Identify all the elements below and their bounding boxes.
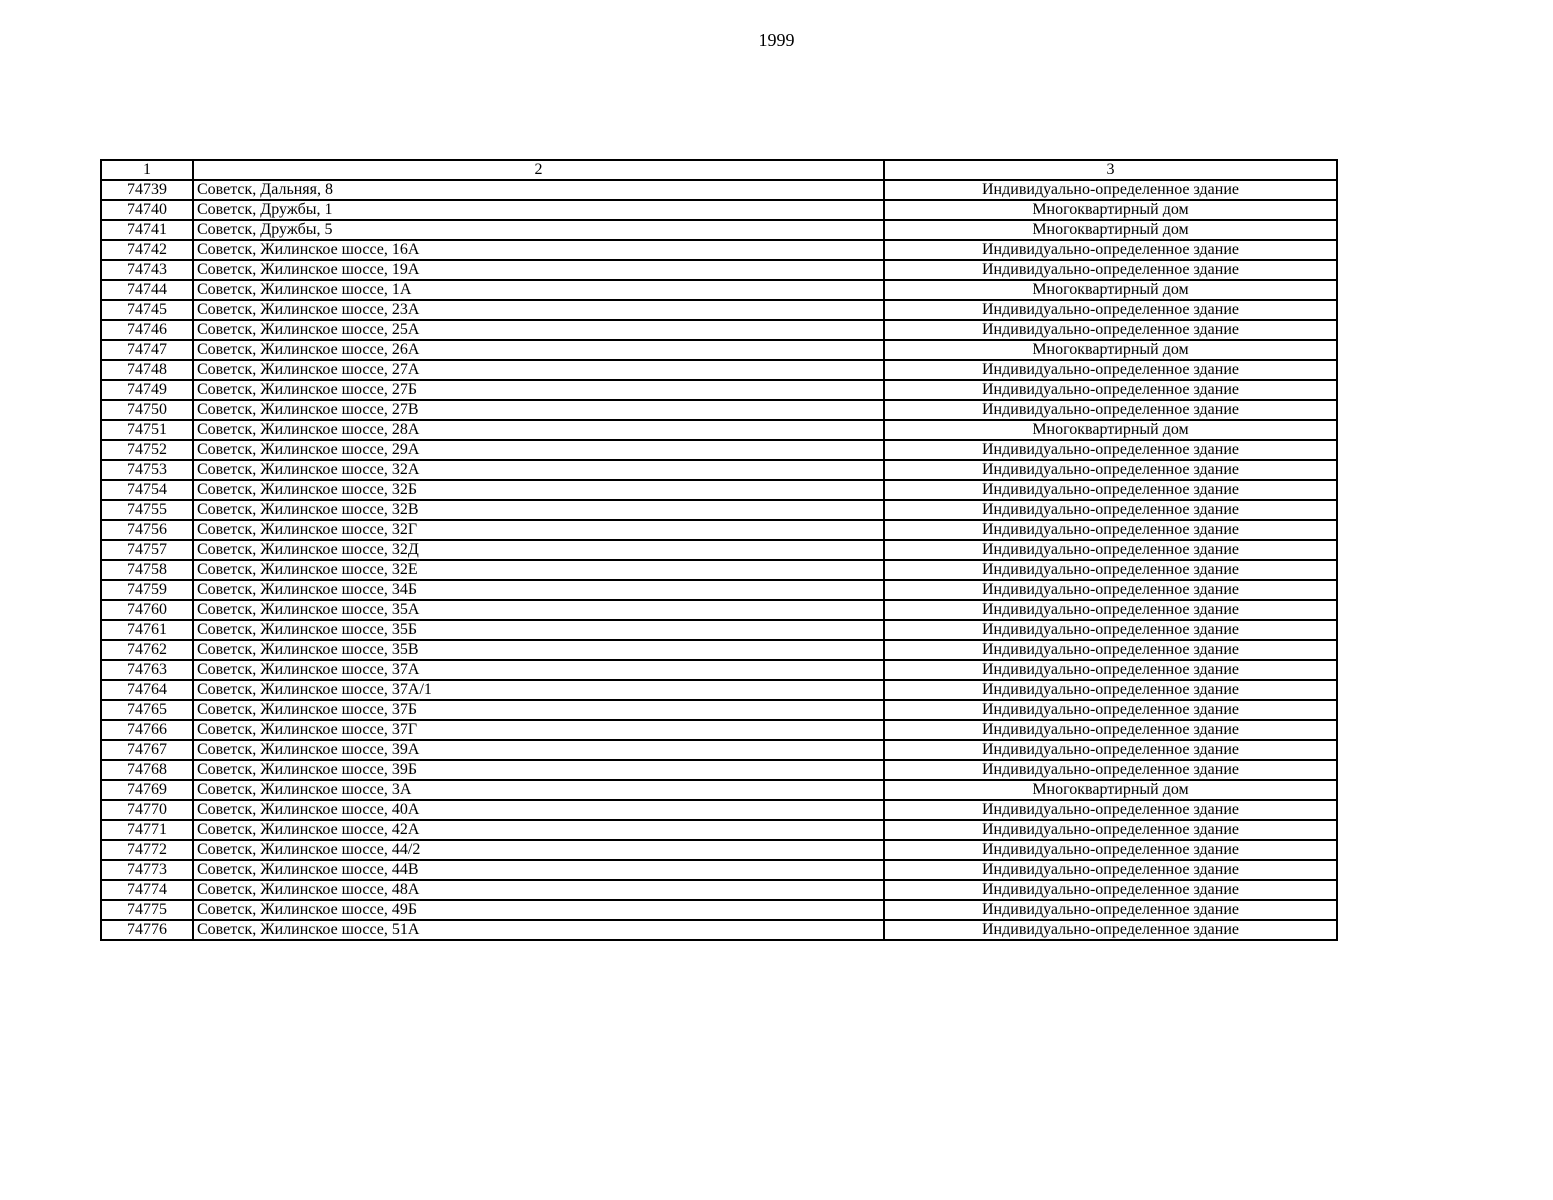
header-cell-3: 3 xyxy=(884,160,1337,180)
row-id-cell: 74739 xyxy=(101,180,193,200)
row-type-cell: Индивидуально-определенное здание xyxy=(884,440,1337,460)
row-id-cell: 74746 xyxy=(101,320,193,340)
row-address-cell: Советск, Дружбы, 5 xyxy=(193,220,884,240)
table-row xyxy=(101,860,1337,880)
row-address-cell: Советск, Жилинское шоссе, 40А xyxy=(193,800,884,820)
header-cell-1: 1 xyxy=(101,160,193,180)
row-address-cell: Советск, Жилинское шоссе, 37А/1 xyxy=(193,680,884,700)
table-row xyxy=(101,280,1337,300)
row-id-cell: 74742 xyxy=(101,240,193,260)
table-row xyxy=(101,580,1337,600)
row-type-cell: Индивидуально-определенное здание xyxy=(884,840,1337,860)
row-id-cell: 74773 xyxy=(101,860,193,880)
table-row xyxy=(101,540,1337,560)
row-type-cell: Многоквартирный дом xyxy=(884,420,1337,440)
row-address-cell: Советск, Жилинское шоссе, 26А xyxy=(193,340,884,360)
row-address-cell: Советск, Жилинское шоссе, 32А xyxy=(193,460,884,480)
row-address-cell: Советск, Жилинское шоссе, 39А xyxy=(193,740,884,760)
table-row xyxy=(101,420,1337,440)
row-id-cell: 74750 xyxy=(101,400,193,420)
row-id-cell: 74756 xyxy=(101,520,193,540)
row-address-cell: Советск, Жилинское шоссе, 27В xyxy=(193,400,884,420)
row-id-cell: 74740 xyxy=(101,200,193,220)
row-address-cell: Советск, Жилинское шоссе, 32Е xyxy=(193,560,884,580)
row-id-cell: 74745 xyxy=(101,300,193,320)
row-type-cell: Индивидуально-определенное здание xyxy=(884,800,1337,820)
row-type-cell: Индивидуально-определенное здание xyxy=(884,760,1337,780)
table-row xyxy=(101,660,1337,680)
row-type-cell: Многоквартирный дом xyxy=(884,340,1337,360)
row-type-cell: Индивидуально-определенное здание xyxy=(884,740,1337,760)
row-id-cell: 74751 xyxy=(101,420,193,440)
row-id-cell: 74771 xyxy=(101,820,193,840)
row-address-cell: Советск, Жилинское шоссе, 35А xyxy=(193,600,884,620)
table-row xyxy=(101,760,1337,780)
row-address-cell: Советск, Жилинское шоссе, 19А xyxy=(193,260,884,280)
row-address-cell: Советск, Жилинское шоссе, 48А xyxy=(193,880,884,900)
row-address-cell: Советск, Жилинское шоссе, 35В xyxy=(193,640,884,660)
table-row xyxy=(101,460,1337,480)
row-address-cell: Советск, Жилинское шоссе, 39Б xyxy=(193,760,884,780)
row-address-cell: Советск, Жилинское шоссе, 1А xyxy=(193,280,884,300)
row-id-cell: 74761 xyxy=(101,620,193,640)
table-row xyxy=(101,520,1337,540)
table-row xyxy=(101,400,1337,420)
row-address-cell: Советск, Жилинское шоссе, 49Б xyxy=(193,900,884,920)
row-address-cell: Советск, Жилинское шоссе, 44/2 xyxy=(193,840,884,860)
header-cell-2: 2 xyxy=(193,160,884,180)
table-row xyxy=(101,180,1337,200)
table-row xyxy=(101,340,1337,360)
row-type-cell: Индивидуально-определенное здание xyxy=(884,880,1337,900)
row-type-cell: Индивидуально-определенное здание xyxy=(884,900,1337,920)
row-type-cell: Индивидуально-определенное здание xyxy=(884,640,1337,660)
row-type-cell: Индивидуально-определенное здание xyxy=(884,720,1337,740)
row-type-cell: Индивидуально-определенное здание xyxy=(884,400,1337,420)
row-type-cell: Индивидуально-определенное здание xyxy=(884,860,1337,880)
row-type-cell: Индивидуально-определенное здание xyxy=(884,680,1337,700)
row-address-cell: Советск, Жилинское шоссе, 32Б xyxy=(193,480,884,500)
row-type-cell: Индивидуально-определенное здание xyxy=(884,240,1337,260)
table-row xyxy=(101,920,1337,940)
row-type-cell: Многоквартирный дом xyxy=(884,280,1337,300)
row-address-cell: Советск, Жилинское шоссе, 29А xyxy=(193,440,884,460)
row-address-cell: Советск, Жилинское шоссе, 25А xyxy=(193,320,884,340)
row-id-cell: 74752 xyxy=(101,440,193,460)
table-row xyxy=(101,900,1337,920)
row-id-cell: 74755 xyxy=(101,500,193,520)
table-row xyxy=(101,700,1337,720)
row-address-cell: Советск, Жилинское шоссе, 37А xyxy=(193,660,884,680)
table-row xyxy=(101,300,1337,320)
row-address-cell: Советск, Дружбы, 1 xyxy=(193,200,884,220)
table-row xyxy=(101,220,1337,240)
row-type-cell: Многоквартирный дом xyxy=(884,220,1337,240)
row-type-cell: Индивидуально-определенное здание xyxy=(884,380,1337,400)
table-row xyxy=(101,640,1337,660)
row-id-cell: 74747 xyxy=(101,340,193,360)
row-id-cell: 74763 xyxy=(101,660,193,680)
row-type-cell: Индивидуально-определенное здание xyxy=(884,360,1337,380)
row-address-cell: Советск, Жилинское шоссе, 32Г xyxy=(193,520,884,540)
table-row xyxy=(101,780,1337,800)
row-id-cell: 74741 xyxy=(101,220,193,240)
row-address-cell: Советск, Жилинское шоссе, 3А xyxy=(193,780,884,800)
row-id-cell: 74743 xyxy=(101,260,193,280)
table-row xyxy=(101,560,1337,580)
table-row xyxy=(101,600,1337,620)
row-address-cell: Советск, Жилинское шоссе, 35Б xyxy=(193,620,884,640)
row-type-cell: Индивидуально-определенное здание xyxy=(884,620,1337,640)
table-row xyxy=(101,260,1337,280)
row-id-cell: 74772 xyxy=(101,840,193,860)
row-type-cell: Индивидуально-определенное здание xyxy=(884,600,1337,620)
row-id-cell: 74770 xyxy=(101,800,193,820)
row-type-cell: Индивидуально-определенное здание xyxy=(884,540,1337,560)
table-row xyxy=(101,740,1337,760)
row-id-cell: 74765 xyxy=(101,700,193,720)
row-address-cell: Советск, Жилинское шоссе, 34Б xyxy=(193,580,884,600)
row-id-cell: 74760 xyxy=(101,600,193,620)
page-number: 1999 xyxy=(758,30,795,50)
row-address-cell: Советск, Жилинское шоссе, 42А xyxy=(193,820,884,840)
row-id-cell: 74748 xyxy=(101,360,193,380)
row-type-cell: Индивидуально-определенное здание xyxy=(884,920,1337,940)
table-row xyxy=(101,360,1337,380)
table-row xyxy=(101,800,1337,820)
row-address-cell: Советск, Жилинское шоссе, 44В xyxy=(193,860,884,880)
row-address-cell: Советск, Жилинское шоссе, 32В xyxy=(193,500,884,520)
row-type-cell: Индивидуально-определенное здание xyxy=(884,460,1337,480)
table-row xyxy=(101,880,1337,900)
row-address-cell: Советск, Жилинское шоссе, 37Г xyxy=(193,720,884,740)
row-type-cell: Многоквартирный дом xyxy=(884,780,1337,800)
table-row xyxy=(101,840,1337,860)
row-id-cell: 74753 xyxy=(101,460,193,480)
row-address-cell: Советск, Жилинское шоссе, 32Д xyxy=(193,540,884,560)
row-address-cell: Советск, Жилинское шоссе, 28А xyxy=(193,420,884,440)
row-type-cell: Индивидуально-определенное здание xyxy=(884,560,1337,580)
row-id-cell: 74775 xyxy=(101,900,193,920)
row-address-cell: Советск, Жилинское шоссе, 27Б xyxy=(193,380,884,400)
row-id-cell: 74757 xyxy=(101,540,193,560)
row-id-cell: 74767 xyxy=(101,740,193,760)
row-type-cell: Индивидуально-определенное здание xyxy=(884,660,1337,680)
row-type-cell: Индивидуально-определенное здание xyxy=(884,520,1337,540)
row-id-cell: 74769 xyxy=(101,780,193,800)
row-id-cell: 74762 xyxy=(101,640,193,660)
row-id-cell: 74776 xyxy=(101,920,193,940)
table-row xyxy=(101,380,1337,400)
row-id-cell: 74749 xyxy=(101,380,193,400)
row-type-cell: Индивидуально-определенное здание xyxy=(884,500,1337,520)
row-id-cell: 74744 xyxy=(101,280,193,300)
row-address-cell: Советск, Жилинское шоссе, 37Б xyxy=(193,700,884,720)
row-id-cell: 74774 xyxy=(101,880,193,900)
row-type-cell: Индивидуально-определенное здание xyxy=(884,300,1337,320)
row-address-cell: Советск, Жилинское шоссе, 23А xyxy=(193,300,884,320)
table-row xyxy=(101,440,1337,460)
row-id-cell: 74759 xyxy=(101,580,193,600)
row-id-cell: 74768 xyxy=(101,760,193,780)
row-type-cell: Индивидуально-определенное здание xyxy=(884,820,1337,840)
row-address-cell: Советск, Жилинское шоссе, 51А xyxy=(193,920,884,940)
row-type-cell: Индивидуально-определенное здание xyxy=(884,320,1337,340)
row-type-cell: Многоквартирный дом xyxy=(884,200,1337,220)
row-address-cell: Советск, Жилинское шоссе, 16А xyxy=(193,240,884,260)
table-row xyxy=(101,680,1337,700)
table-row xyxy=(101,820,1337,840)
row-type-cell: Индивидуально-определенное здание xyxy=(884,580,1337,600)
row-type-cell: Индивидуально-определенное здание xyxy=(884,260,1337,280)
table-row xyxy=(101,720,1337,740)
row-type-cell: Индивидуально-определенное здание xyxy=(884,180,1337,200)
table-row xyxy=(101,320,1337,340)
row-type-cell: Индивидуально-определенное здание xyxy=(884,700,1337,720)
table-row xyxy=(101,620,1337,640)
registry-table xyxy=(100,159,1338,941)
table-header-row xyxy=(101,160,1337,180)
table-row xyxy=(101,480,1337,500)
row-id-cell: 74766 xyxy=(101,720,193,740)
row-id-cell: 74758 xyxy=(101,560,193,580)
row-address-cell: Советск, Жилинское шоссе, 27А xyxy=(193,360,884,380)
row-id-cell: 74764 xyxy=(101,680,193,700)
table-row xyxy=(101,500,1337,520)
table-row xyxy=(101,200,1337,220)
row-id-cell: 74754 xyxy=(101,480,193,500)
row-type-cell: Индивидуально-определенное здание xyxy=(884,480,1337,500)
row-address-cell: Советск, Дальняя, 8 xyxy=(193,180,884,200)
table-body xyxy=(101,160,1337,940)
table-row xyxy=(101,240,1337,260)
